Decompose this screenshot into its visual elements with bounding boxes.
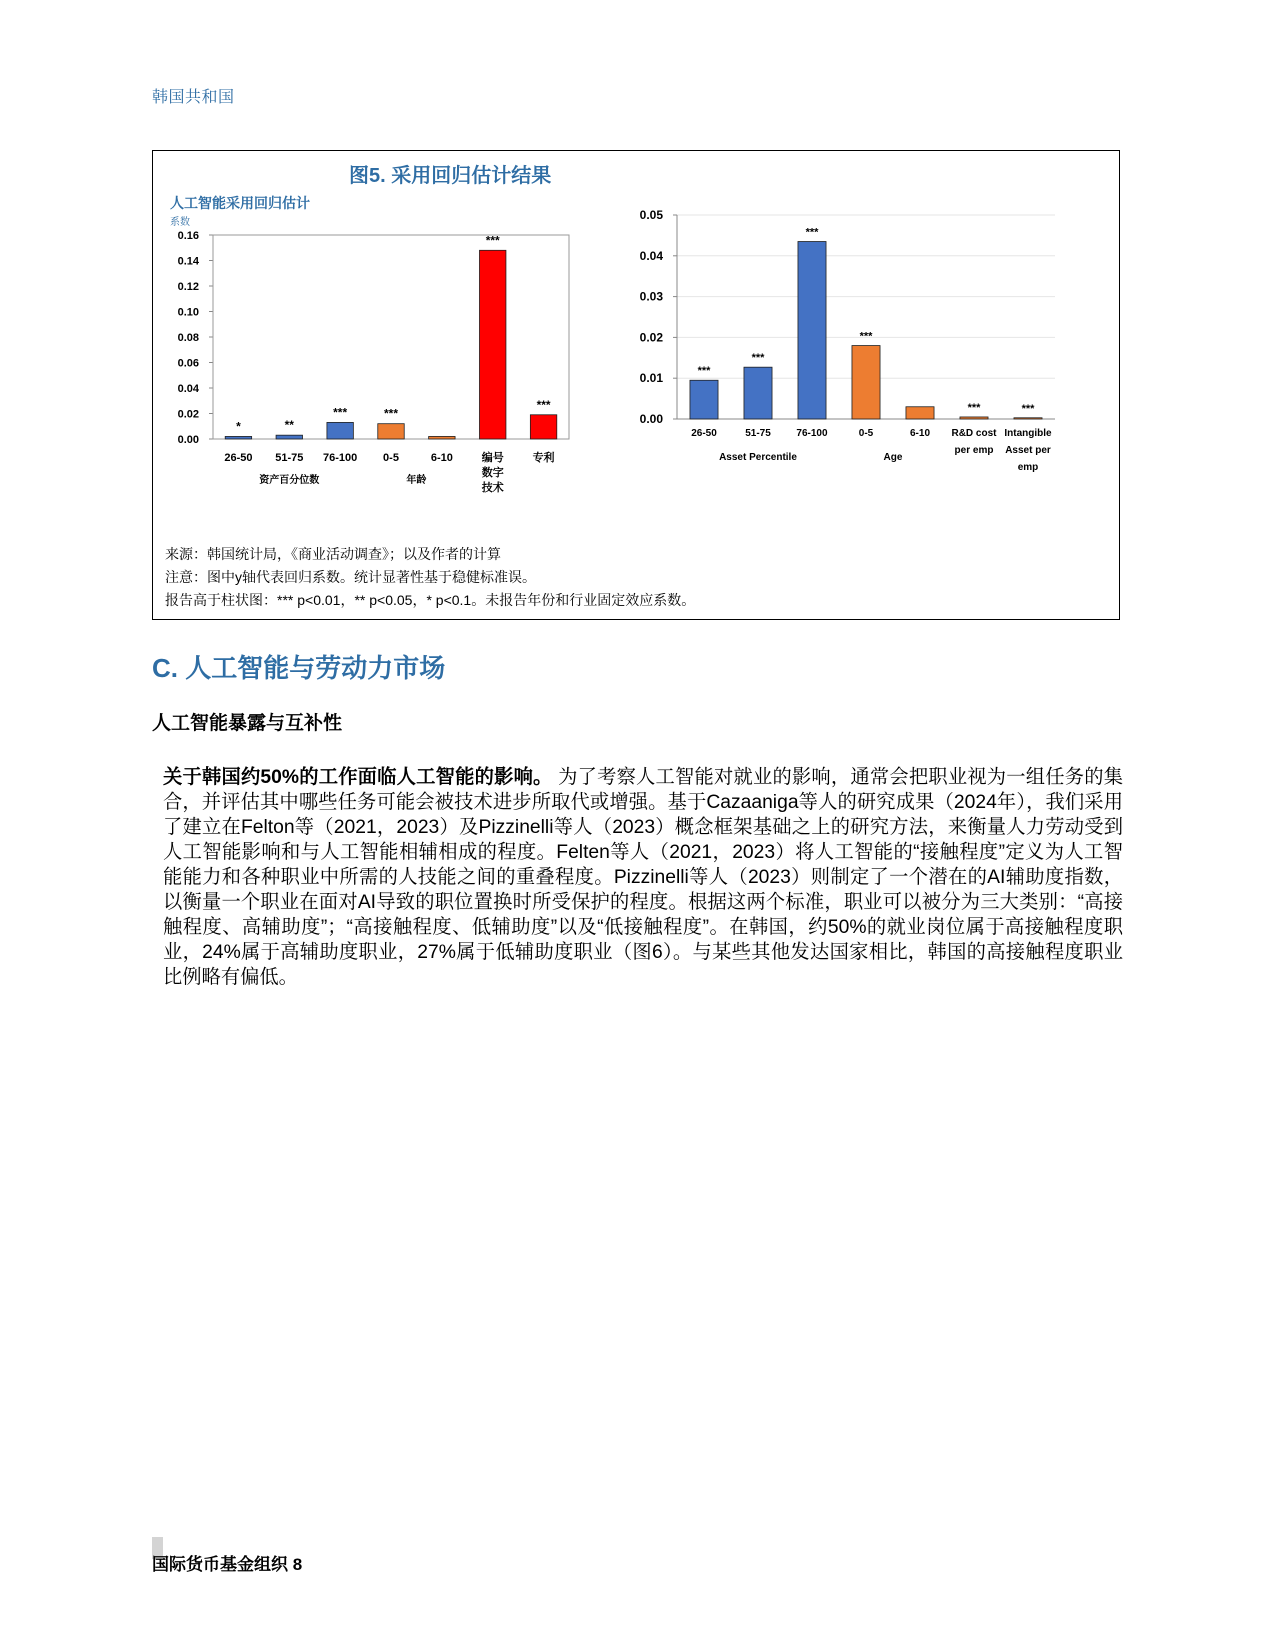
running-head: 韩国共和国 <box>152 89 235 106</box>
x-tick-label: 技术 <box>481 482 504 494</box>
x-tick-label: Asset per <box>1005 445 1051 456</box>
bar <box>429 436 455 439</box>
significance-label: *** <box>805 226 819 239</box>
left-chart-unit: 系数 <box>170 217 190 228</box>
significance-label: *** <box>383 406 399 421</box>
page-footer: 国际货币基金组织 8 <box>152 1555 303 1574</box>
x-tick-label: 51-75 <box>275 452 304 464</box>
figure-5 <box>152 150 1120 620</box>
significance-label: *** <box>333 405 348 420</box>
figure-source: 来源：韩国统计局，《商业活动调查》；以及作者的计算 <box>165 546 501 562</box>
x-tick-label: 专利 <box>532 452 555 464</box>
group-label: Asset Percentile <box>719 452 797 463</box>
bar <box>225 436 251 439</box>
x-tick-label: emp <box>1017 462 1039 473</box>
significance-label: *** <box>1021 402 1035 415</box>
y-tick-label: 0.10 <box>177 306 199 319</box>
paragraph-lead: 关于韩国约50%的工作面临人工智能的影响。 <box>163 767 553 788</box>
y-tick-label: 0.12 <box>177 281 199 293</box>
figure-title: 图5. 采用回归估计结果 <box>349 165 552 187</box>
right-bar-chart <box>613 151 1113 491</box>
figure-notes <box>165 543 695 612</box>
group-label: Age <box>883 452 903 463</box>
body-paragraph <box>163 765 1123 990</box>
bar <box>960 417 988 419</box>
y-tick-label: 0.02 <box>177 408 199 421</box>
bar <box>530 415 556 439</box>
y-tick-label: 0.06 <box>177 357 199 370</box>
bar <box>1014 418 1042 419</box>
y-tick-label: 0.08 <box>177 332 199 344</box>
x-tick-label: 76-100 <box>323 452 358 464</box>
group-label: 年龄 <box>406 475 427 486</box>
y-tick-label: 0.04 <box>177 383 199 395</box>
subheading: 人工智能暴露与互补性 <box>152 713 343 734</box>
x-tick-label: 0-5 <box>858 428 874 439</box>
left-bar-chart <box>153 151 593 511</box>
bar <box>690 380 718 419</box>
significance-label: *** <box>697 365 711 378</box>
y-tick-label: 0.05 <box>639 208 663 222</box>
bar <box>744 367 772 419</box>
group-label: 资产百分位数 <box>259 475 320 486</box>
figure-note-1: 注意：图中y轴代表回归系数。统计显著性基于稳健标准误。 <box>165 569 536 585</box>
bar <box>479 250 505 439</box>
y-tick-label: 0.16 <box>177 230 199 242</box>
significance-label: *** <box>751 352 765 365</box>
significance-label: *** <box>536 397 551 412</box>
left-chart-subtitle: 人工智能采用回归估计 <box>170 195 310 211</box>
bar <box>798 242 826 419</box>
y-tick-label: 0.14 <box>177 255 199 268</box>
x-tick-label: 6-10 <box>430 452 453 464</box>
x-tick-label: 26-50 <box>224 452 253 464</box>
figure-note-2: 报告高于柱状图：*** p<0.01，** p<0.05，* p<0.1。未报告年份和行业固定效应系数。 <box>165 592 696 608</box>
bar <box>276 435 302 439</box>
bar <box>852 346 880 419</box>
y-tick-label: 0.02 <box>639 330 663 345</box>
x-tick-label: Intangible <box>1004 428 1052 439</box>
x-tick-label: 51-75 <box>745 428 771 439</box>
significance-label: *** <box>967 401 981 414</box>
x-tick-label: 编号 <box>481 452 504 464</box>
x-tick-label: 26-50 <box>691 428 717 439</box>
x-tick-label: 76-100 <box>796 428 828 439</box>
significance-label: * <box>236 419 241 434</box>
y-tick-label: 0.03 <box>639 289 663 304</box>
x-tick-label: per emp <box>954 445 994 456</box>
significance-label: *** <box>859 330 873 343</box>
significance-label: *** <box>485 233 500 248</box>
x-tick-label: 0-5 <box>383 452 399 464</box>
bar <box>378 424 404 439</box>
bar <box>906 407 934 419</box>
bar <box>327 422 353 439</box>
paragraph-body: 为了考察人工智能对就业的影响，通常会把职业视为一组任务的集合，并评估其中哪些任务可能会被技术进步所取代或增强。基于Cazaaniga等人的研究成果（2024年），我们采用了建立在Felton等（2021，2023）及Pizzinelli等人（2023）概念框架基础之上的研究方法，来衡量人力劳动受到人工智能影响和与人工智能相辅相成的程度。Felten等人（2021，2023）将人工智能的“接触程度”定义为人工智能能力和各种职业中所需的人技能之间的重叠程度。Pizzinelli等人（2023）则制定了一个潜在的AI辅助度指数，以衡量一个职业在面对AI导致的职位置换时所受保护的程度。根据这两个标准，职业可以被分为三大类别：“高接触程度、高辅助度”；“高接触程度、低辅助度”以及“低接触程度”。在韩国，约50%的就业岗位属于高接触程度职业，24%属于高辅助度职业，27%属于低辅助度职业（图6）。与某些其他发达国家相比，韩国的高接触程度职业比例略有偏低。 <box>163 767 1123 988</box>
section-heading: C. 人工智能与劳动力市场 <box>152 653 446 683</box>
significance-label: ** <box>284 418 294 433</box>
y-tick-label: 0.04 <box>639 248 663 263</box>
y-tick-label: 0.00 <box>639 412 663 426</box>
y-tick-label: 0.00 <box>177 434 199 446</box>
x-tick-label: 6-10 <box>909 428 931 439</box>
x-tick-label: R&D cost <box>951 428 997 439</box>
y-tick-label: 0.01 <box>639 371 663 386</box>
x-tick-label: 数字 <box>481 467 504 479</box>
